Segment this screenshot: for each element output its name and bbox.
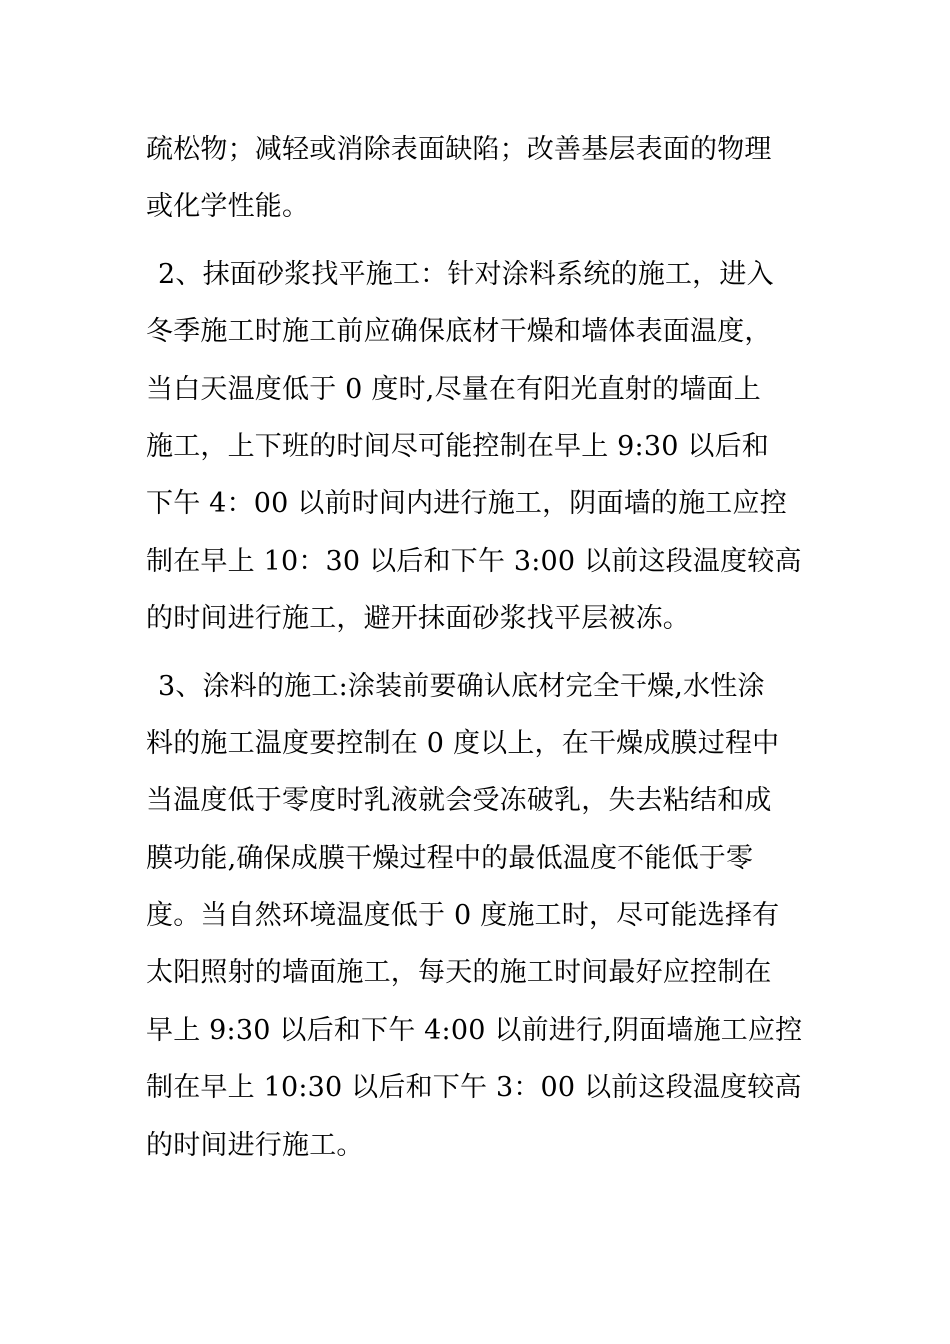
text-line: 的时间进行施工。 [146, 1129, 364, 1161]
text-line: 制在早上 10:30 以后和下午 3：00 以前这段温度较高 [146, 1072, 802, 1104]
text-line: 制在早上 10：30 以后和下午 3:00 以前这段温度较高 [146, 545, 802, 577]
text-line: 施工，上下班的时间尽可能控制在早上 9:30 以后和 [146, 430, 769, 462]
text-line: 下午 4：00 以前时间内进行施工，阴面墙的施工应控 [146, 488, 787, 520]
body-text [146, 121, 808, 1174]
text-line: 太阳照射的墙面施工，每天的施工时间最好应控制在 [146, 957, 772, 989]
text-line: 疏松物；减轻或消除表面缺陷；改善基层表面的物理 [146, 134, 772, 165]
text-line: 料的施工温度要控制在 0 度以上，在干燥成膜过程中 [146, 727, 780, 759]
text-line: 冬季施工时施工前应确保底材干燥和墙体表面温度， [146, 316, 772, 348]
text-line: 膜功能,确保成膜干燥过程中的最低温度不能低于零 [146, 842, 754, 874]
paragraph-gap [146, 648, 808, 658]
text-line: 早上 9:30 以后和下午 4:00 以前进行,阴面墙施工应控 [146, 1014, 803, 1046]
text-line: 度。当自然环境温度低于 0 度施工时，尽可能选择有 [146, 900, 780, 932]
text-line: 当温度低于零度时乳液就会受冻破乳，失去粘结和成 [146, 785, 772, 817]
text-line: 3、涂料的施工:涂装前要确认底材完全干燥,水性涂 [158, 670, 765, 702]
text-line: 2、抹面砂浆找平施工：针对涂料系统的施工，进入 [158, 258, 774, 290]
text-line: 或化学性能。 [146, 191, 310, 223]
text-line: 当白天温度低于 0 度时,尽量在有阳光直射的墙面上 [146, 373, 761, 405]
text-line: 的时间进行施工，避开抹面砂浆找平层被冻。 [146, 603, 690, 635]
paragraph-gap [146, 236, 808, 246]
